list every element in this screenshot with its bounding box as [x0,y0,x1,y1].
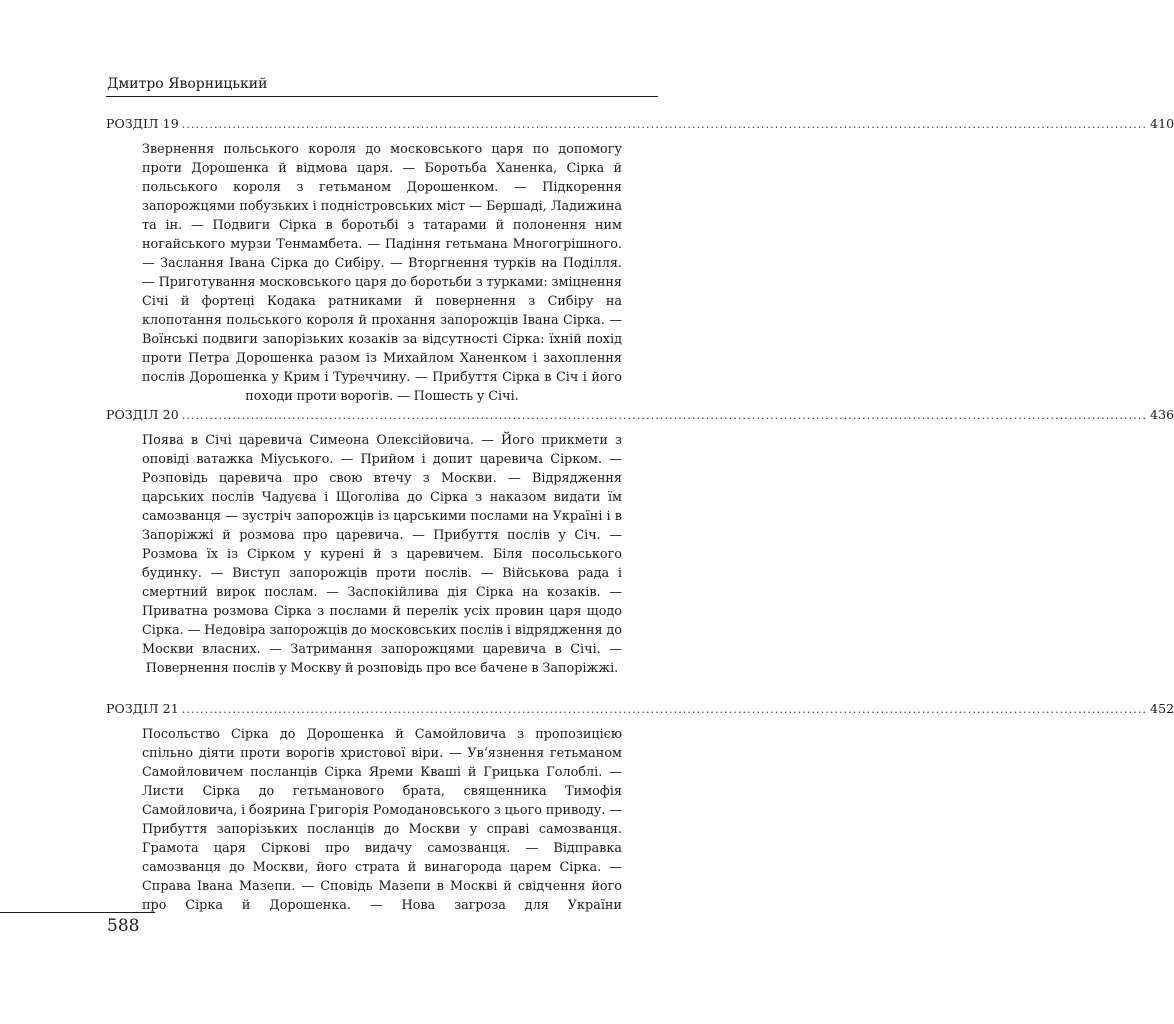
chapter-title: РОЗДІЛ 21 [106,701,179,716]
dot-leader: .................................................................................................................................................................................................................. [181,409,1148,422]
chapter-summary: Поява в Січі царевича Симеона Олексійовича. — Його прикмети з оповіді ватажка Міуського. — Прийом і допит царевича Сірком. — Розповідь царевича про свою втечу з Москви. — Відрядження царських послів Чадуєва і Щоголіва до Сірка з наказом видати їм самозванця — зустріч запорожців із царськими послами на Україні і в Запоріжжі й розмова про царевича. — Прибуття послів у Січ. — Розмова їх із Сірком у курені й з царевичем. Біля посольського будинку. — Виступ запорожців проти послів. — Військова рада і смертний вирок послам. — Заспокійлива дія Сірка на козаків. — Приватна розмова Сірка з послами й перелік усіх провин царя щодо Сірка. — Недовіра запорожців до московських послів і відрядження до Москви власних. — Затримання запорожцями царевича в Січі. — Повернення послів у Москву й розповідь про все бачене в Запоріжжі. [142,433,622,676]
chapter-page-number: 410 [1150,116,1174,131]
toc-entry-chapter-19 [106,116,1174,406]
chapter-page-number: 436 [1150,407,1174,422]
chapter-title: РОЗДІЛ 20 [106,407,179,422]
toc-line[interactable] [106,701,1174,719]
toc-line[interactable] [106,116,1174,134]
header-rule [106,96,658,97]
chapter-page-number: 452 [1150,701,1174,716]
running-head: Дмитро Яворницький [107,76,268,92]
toc-entry-chapter-21 [106,701,1174,915]
chapter-summary: Посольство Сірка до Дорошенка й Самойловича з пропозицією спільно діяти проти ворогів христової віри. — Ув’язнення гетьманом Самойловичем посланців Сірка Яреми Кваші й Грицька Голоблі. — Листи Сірка до гетьманового брата, священника Тимофія Самойловича, і боярина Григорія Ромодановського з цього приводу. — Прибуття запорізьких посланців до Москви у справі самозванця. Грамота царя Сіркові про видачу самозванця. — Відправка самозванця до Москви, його страта й винагорода царем Сірка. — Справа Івана Мазепи. — Сповідь Мазепи в Москві й свідчення його про Сірка й Дорошенка. — Нова загроза для України [142,727,622,913]
toc-entry-chapter-20 [106,407,1174,678]
chapter-summary: Звернення польського короля до московського царя по допомогу проти Дорошенка й відмова царя. — Боротьба Ханенка, Сірка й польського короля з гетьманом Дорошенком. — Підкорення запорожцями побузьких і подністровських міст — Бершаді, Ладижина та ін. — Подвиги Сірка в боротьбі з татарами й полонення ним ногайського мурзи Тенмамбета. — Падіння гетьмана Многогрішного. — Заслання Івана Сірка до Сибіру. — Вторгнення турків на Поділля. — Приготування московського царя до боротьби з турками: зміцнення Січі й фортеці Кодака ратниками й повернення з Сибіру на клопотання польського короля й прохання запорожців Івана Сірка. — Воїнські подвиги запорізьких козаків за відсутності Сірка: їхній похід проти Петра Дорошенка разом із Михайлом Ханенком і захоплення послів Дорошенка у Крим і Туреччину. — Прибуття Сірка в Січ і його походи проти ворогів. — Пошесть у Січі. [142,142,622,404]
toc-line[interactable] [106,407,1174,425]
dot-leader: .................................................................................................................................................................................................................. [181,703,1148,716]
dot-leader: .................................................................................................................................................................................................................. [181,118,1148,131]
chapter-title: РОЗДІЛ 19 [106,116,179,131]
page-number: 588 [107,916,140,936]
footer-rule [0,912,155,913]
